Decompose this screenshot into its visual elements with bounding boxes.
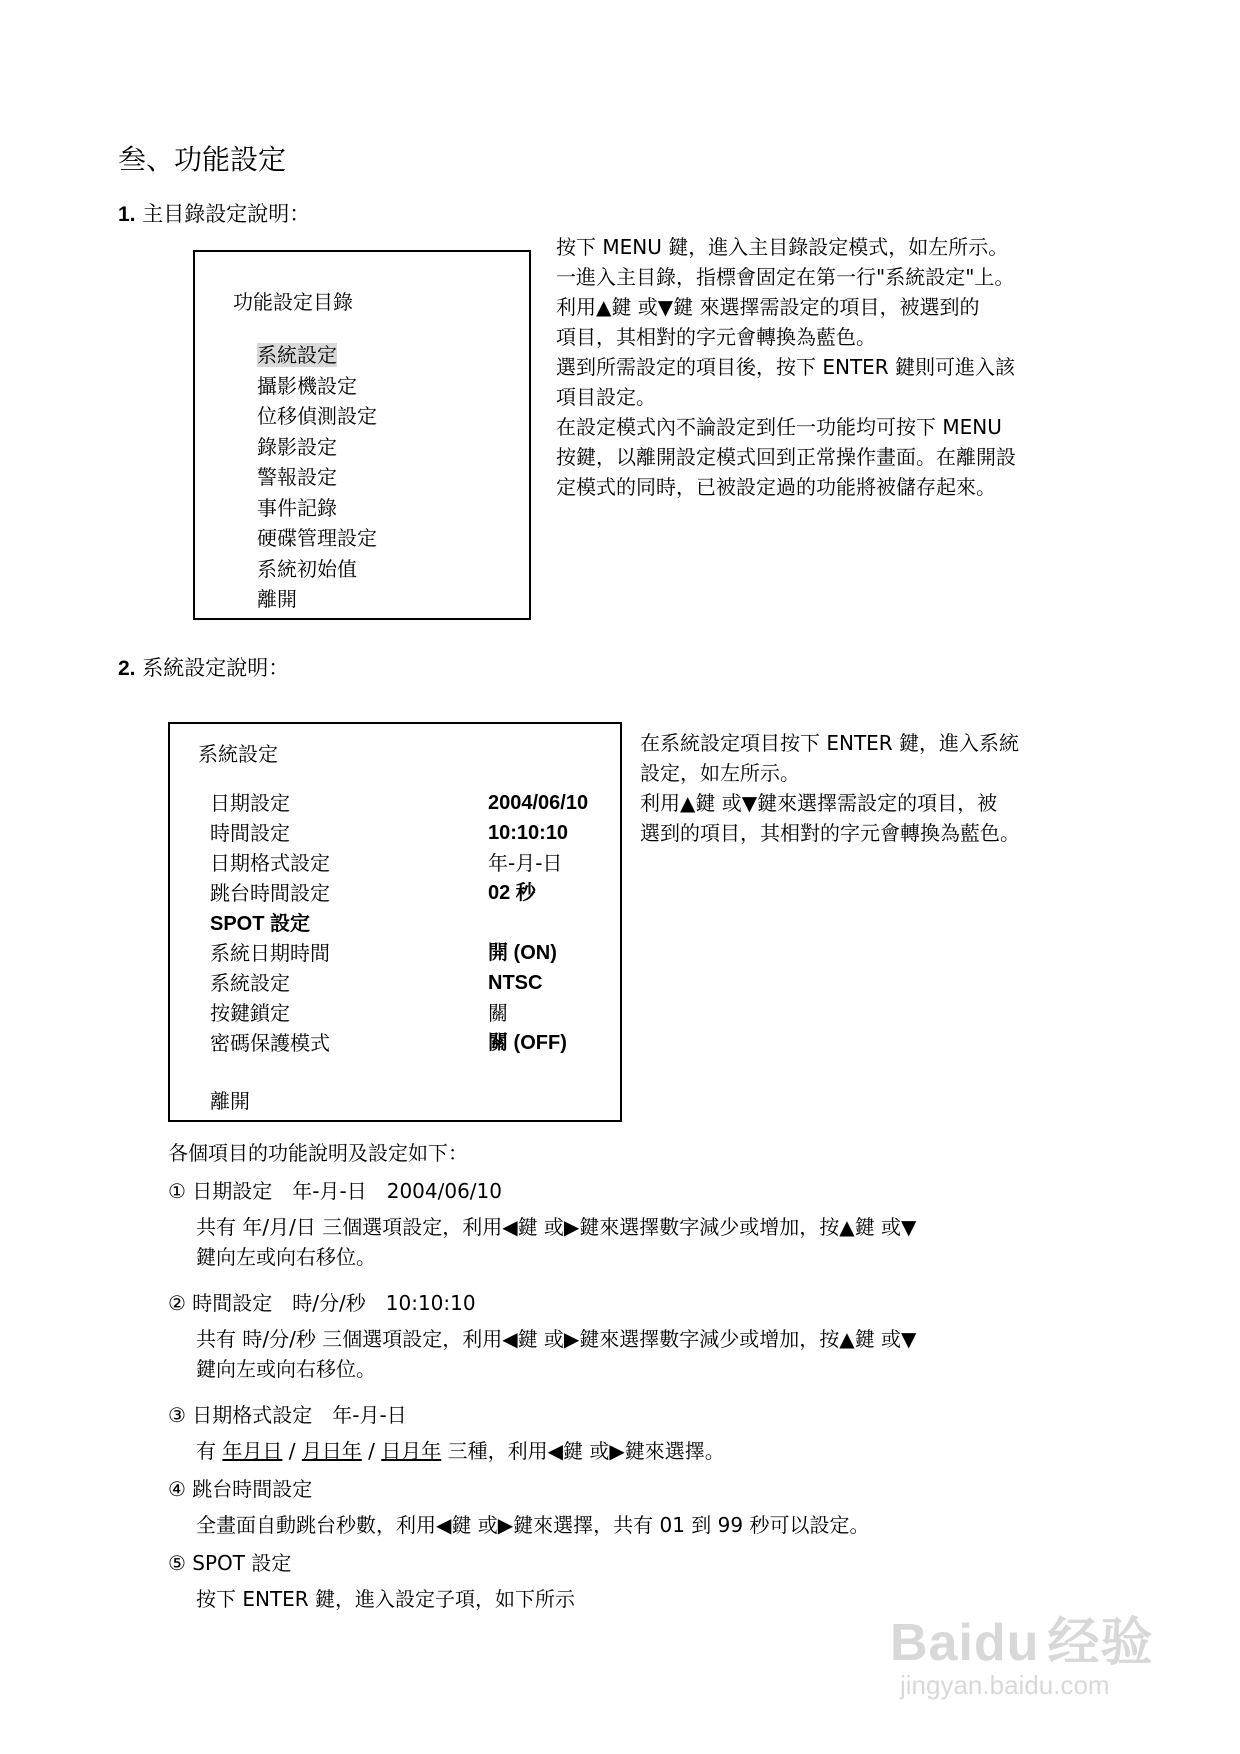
menu-item-event-log[interactable]: 事件記錄: [257, 495, 337, 520]
system-settings-exit[interactable]: 離開: [210, 1089, 250, 1113]
row-time-label[interactable]: 時間設定: [210, 821, 290, 845]
section1-desc-line: 選到所需設定的項目後，按下 ENTER 鍵則可進入該: [556, 355, 1016, 379]
section1-desc-line: 在設定模式內不論設定到任一功能均可按下 MENU: [556, 415, 1002, 439]
row-key-lock-label[interactable]: 按鍵鎖定: [210, 1001, 290, 1025]
section2-desc-line: 選到的項目，其相對的字元會轉換為藍色。: [640, 821, 1020, 845]
item5-desc: 按下 ENTER 鍵，進入設定子項，如下所示: [196, 1587, 576, 1611]
item2-desc-line: 鍵向左或向右移位。: [196, 1357, 376, 1381]
section1-title: 主目錄設定說明：: [142, 202, 311, 226]
row-system-datetime-label[interactable]: 系統日期時間: [210, 941, 330, 965]
item1-desc-line: 共有 年/月/日 三個選項設定，利用◀鍵 或▶鍵來選擇數字減少或增加，按▲鍵 或▼: [196, 1215, 917, 1239]
items-intro: 各個項目的功能說明及設定如下：: [168, 1141, 468, 1165]
section1-desc-line: 項目，其相對的字元會轉換為藍色。: [556, 325, 876, 349]
row-password-label[interactable]: 密碼保護模式: [210, 1031, 330, 1055]
menu-item-camera-settings[interactable]: 攝影機設定: [257, 373, 357, 398]
row-password-value: 關 (OFF): [488, 1032, 567, 1054]
section1-desc-line: 項目設定。: [556, 385, 656, 409]
section1-heading: [118, 198, 310, 228]
item3-desc: [196, 1436, 725, 1466]
section2-desc-line: 設定，如左所示。: [640, 761, 800, 785]
row-date-format-label[interactable]: 日期格式設定: [210, 851, 330, 875]
system-settings-title: 系統設定: [198, 742, 278, 766]
item3-post: 三種，利用◀鍵 或▶鍵來選擇。: [441, 1439, 725, 1463]
row-date-value: 2004/06/10: [488, 792, 589, 814]
item3-title: ③ 日期格式設定 年-月-日: [168, 1403, 407, 1427]
section1-desc-line: 一進入主目錄，指標會固定在第一行"系統設定"上。: [556, 265, 1015, 289]
section1-desc-line: 按鍵，以離開設定模式回到正常操作畫面。在離開設: [556, 445, 1016, 469]
section2-description: [640, 728, 1160, 848]
row-system-datetime-value: 開 (ON): [488, 942, 557, 964]
item2-desc-line: 共有 時/分/秒 三個選項設定，利用◀鍵 或▶鍵來選擇數字減少或增加，按▲鍵 或▼: [196, 1327, 917, 1351]
item1-title: ① 日期設定 年-月-日 2004/06/10: [168, 1179, 502, 1203]
row-time-value: 10:10:10: [488, 822, 569, 844]
section1-desc-line: 利用▲鍵 或▼鍵 來選擇需設定的項目，被選到的: [556, 295, 980, 319]
section2-number: 2.: [118, 657, 136, 680]
main-menu-box: [193, 250, 531, 620]
item5-title: ⑤ SPOT 設定: [168, 1551, 292, 1575]
item4-title: ④ 跳台時間設定: [168, 1477, 313, 1501]
main-menu-title: 功能設定目錄: [233, 290, 353, 314]
section2-desc-line: 利用▲鍵 或▼鍵來選擇需設定的項目，被: [640, 791, 998, 815]
item3-option-mdy: 月日年: [301, 1439, 362, 1463]
item3-option-dmy: 日月年: [381, 1439, 442, 1463]
menu-item-system-defaults[interactable]: 系統初始值: [257, 556, 357, 581]
watermark-brand: [890, 1600, 1153, 1675]
section1-number: 1.: [118, 203, 136, 226]
item2-title: ② 時間設定 時/分/秒 10:10:10: [168, 1291, 476, 1315]
menu-item-alarm-settings[interactable]: 警報設定: [257, 465, 337, 489]
row-key-lock-value: 關: [488, 1001, 508, 1025]
item3-pre: 有: [196, 1439, 223, 1463]
section1-description: [556, 232, 1146, 502]
menu-item-motion-detection[interactable]: 位移偵測設定: [257, 404, 377, 428]
watermark-brand-cn: 经验: [1047, 1613, 1154, 1673]
row-video-system-label[interactable]: 系統設定: [210, 971, 290, 995]
item3-option-ymd: 年月日: [222, 1439, 283, 1463]
section1-desc-line: 按下 MENU 鍵，進入主目錄設定模式，如左所示。: [556, 235, 1009, 259]
section2-heading: [118, 652, 289, 682]
system-settings-box: [168, 722, 622, 1122]
item1-desc-line: 鍵向左或向右移位。: [196, 1245, 376, 1269]
row-spot-label-text: SPOT 設定: [210, 913, 311, 935]
item2-desc: [196, 1324, 1156, 1384]
row-date-format-value: 年-月-日: [488, 851, 563, 875]
row-dwell-time-value: 02 秒: [488, 882, 536, 904]
row-date-label[interactable]: 日期設定: [210, 791, 290, 815]
section2-desc-line: 在系統設定項目按下 ENTER 鍵，進入系統: [640, 731, 1020, 755]
section1-desc-line: 定模式的同時，已被設定過的功能將被儲存起來。: [556, 475, 996, 499]
main-menu-list: [257, 340, 377, 615]
section2-title: 系統設定說明：: [142, 656, 290, 680]
menu-item-system-settings[interactable]: 系統設定: [257, 343, 337, 367]
item3-sep: /: [361, 1439, 382, 1463]
row-video-system-value: NTSC: [488, 972, 543, 994]
row-dwell-time-label[interactable]: 跳台時間設定: [210, 881, 330, 905]
section-heading: 叁、功能設定: [118, 143, 287, 176]
item1-desc: [196, 1212, 1156, 1272]
item3-sep: /: [282, 1439, 302, 1463]
watermark-url: jingyan.baidu.com: [900, 1670, 1110, 1700]
row-spot-label[interactable]: [210, 908, 310, 938]
menu-item-recording-settings[interactable]: 錄影設定: [257, 434, 337, 459]
menu-item-exit[interactable]: 離開: [257, 587, 297, 611]
watermark-brand-text: Baidu: [890, 1614, 1040, 1672]
item4-desc: 全畫面自動跳台秒數，利用◀鍵 或▶鍵來選擇，共有 01 到 99 秒可以設定。: [196, 1513, 870, 1537]
menu-item-hdd-management[interactable]: 硬碟管理設定: [257, 526, 377, 550]
